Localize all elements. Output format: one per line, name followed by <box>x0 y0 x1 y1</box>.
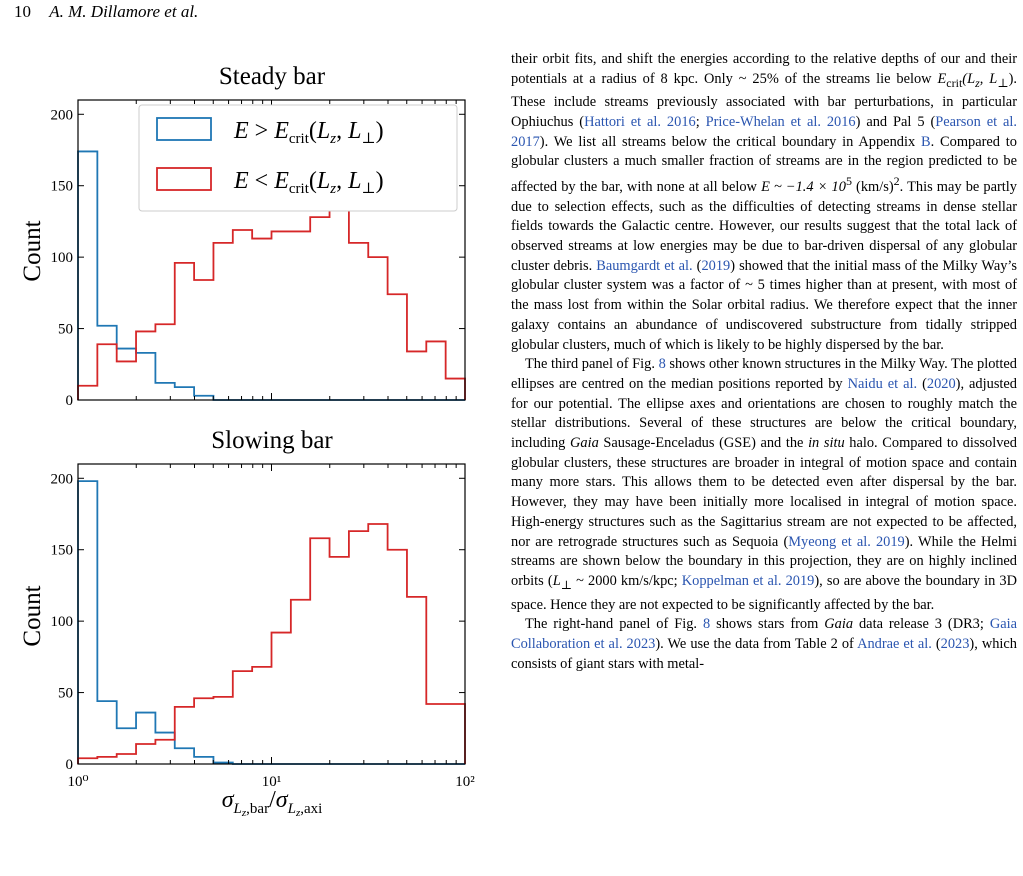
y-tick-label: 100 <box>50 614 73 631</box>
citation-link[interactable]: Baumgardt et al. <box>596 257 693 274</box>
histogram-bin <box>136 331 155 400</box>
text-run: shows other known structures in the Milky Way. The plotted ellipses are centred on the median positions reported by <box>511 356 1017 392</box>
histogram-bin <box>310 217 329 400</box>
histogram-bin <box>291 600 310 764</box>
citation-link[interactable]: 2019 <box>701 257 731 274</box>
italic-run: Gaia <box>824 616 854 633</box>
text-run: data release 3 (DR3; <box>853 616 990 633</box>
histogram-bin <box>407 597 426 764</box>
histogram-bin <box>310 538 329 764</box>
y-axis-label: Count <box>19 585 46 647</box>
math-run: E ~ −1.4 × 10 <box>761 178 846 195</box>
text-run: ). While the Helmi streams are shown below the boundary in this projection, they are on highly inclined orbits ( <box>511 533 1017 589</box>
series-below-boundary <box>78 203 465 400</box>
histogram-bin <box>117 361 136 400</box>
paragraph <box>511 615 1017 674</box>
body-text-column <box>511 50 1017 674</box>
text-run: (km/s) <box>851 178 894 195</box>
page-number: 10 <box>14 2 31 21</box>
panel-title: Slowing bar <box>211 427 333 454</box>
histogram-bin <box>446 379 465 400</box>
text-run: . Compared to globular clusters a much smaller fraction of streams are in the region predicted to be affected by the bar, with none at all below <box>511 133 1017 195</box>
histogram-bin <box>446 704 465 764</box>
citation-link[interactable]: Naidu et al. <box>847 375 918 392</box>
histogram-bin <box>330 557 349 764</box>
italic-run: Gaia <box>569 435 599 452</box>
text-run: ). We use the data from Table 2 of <box>655 635 858 652</box>
citation-link[interactable]: Koppelman et al. 2019 <box>681 572 815 589</box>
histogram-bin <box>426 704 445 764</box>
histogram-bin <box>78 151 97 400</box>
math-run: 5 <box>845 174 852 189</box>
legend <box>139 105 457 211</box>
citation-link[interactable]: Gaia Collaboration et al. 2023 <box>511 616 1017 652</box>
histogram-bin <box>194 280 213 400</box>
text-run: ). We list all streams below the critical boundary in Appendix <box>539 133 921 150</box>
histogram-bin <box>368 524 387 764</box>
y-tick-label: 50 <box>58 685 73 702</box>
math-run: 2 <box>893 174 900 189</box>
x-tick-label: 10² <box>455 774 475 790</box>
citation-link[interactable]: 2020 <box>926 375 956 392</box>
math-run: , L <box>979 70 998 87</box>
figure-link[interactable]: 8 <box>658 356 666 373</box>
math-run: (L <box>962 70 976 87</box>
histogram-bin <box>175 263 194 400</box>
text-run: ; <box>695 113 706 130</box>
text-run: The right-hand panel of Fig. <box>525 616 703 633</box>
citation-link[interactable]: Myeong et al. 2019 <box>788 533 905 550</box>
histogram-bin <box>272 231 291 400</box>
histogram-bin <box>233 671 252 764</box>
text-run: halo. Compared to dissolved globular clusters, these structures are broader in integral of motion space and contain many more stars. This allows them to be detected even after dispersal by the bar. However, they may have been initially more localised in integral of motion space. High-energy structures such as the Sagittarius stream are not expected to be affected, nor are retrograde structures such as Sequoia ( <box>511 435 1017 550</box>
x-axis-label: $\sigma_Lz,bar/\sigma_Lz,axi$ <box>221 787 323 819</box>
text-run: The third panel of Fig. <box>525 356 659 373</box>
histogram-bin <box>349 243 368 400</box>
text-run: ( <box>931 635 941 652</box>
citation-link[interactable]: Hattori et al. 2016 <box>584 113 696 130</box>
text-run: ~ 2000 km/s/kpc; <box>572 572 682 589</box>
legend-label-above: $E > E_{crit}(L_z$, $L_\perp$) <box>234 118 384 147</box>
text-run: ) showed that the initial mass of the Milky Way’s globular cluster system was a factor of ~ 5 times higher than at present, with most of the mass lost from within the Solar orbital radius. We therefore expect that the inner galaxy contains an abundance of undiscovered substructure from tidally stripped globular clusters, much of which is likely to be highly dispersed by the bar. <box>511 257 1017 353</box>
math-run: ⊥ <box>560 577 572 592</box>
citation-link[interactable]: Price-Whelan et al. 2016 <box>705 113 856 130</box>
histogram-bin <box>213 697 232 764</box>
y-tick-label: 200 <box>50 107 73 124</box>
histogram-bin <box>368 257 387 400</box>
histogram-bin <box>388 550 407 764</box>
math-run: crit <box>946 75 963 90</box>
legend-label-below: $E < E_{crit}(L_z$, $L_\perp$) <box>234 168 384 197</box>
text-run: shows stars from <box>710 616 825 633</box>
histogram-bin <box>213 243 232 400</box>
y-tick-label: 200 <box>50 471 73 488</box>
histogram-bin <box>194 698 213 764</box>
y-tick-label: 0 <box>65 393 73 409</box>
x-tick-label: 10¹ <box>261 774 282 790</box>
histogram-steps <box>78 481 465 764</box>
figure-link[interactable]: 8 <box>702 616 711 633</box>
running-authors: A. M. Dillamore et al. <box>49 2 199 21</box>
paragraph <box>511 355 1017 615</box>
y-tick-label: 50 <box>58 321 73 338</box>
math-run: z <box>975 75 980 90</box>
citation-link[interactable]: 2023 <box>940 635 970 652</box>
histogram-bin <box>388 294 407 400</box>
paragraph <box>511 50 1017 355</box>
histogram-bin <box>155 324 174 400</box>
math-run: ⊥ <box>997 75 1009 90</box>
italic-run: in situ <box>808 435 845 452</box>
histogram-bin <box>97 701 116 764</box>
histogram-bin <box>78 758 97 764</box>
histogram-bin <box>426 341 445 400</box>
text-run: ), so are above the boundary in 3D space. Hence they are not expected to be significantly affected by the bar. <box>511 572 1017 613</box>
y-tick-label: 150 <box>50 542 73 559</box>
text-run: ( <box>917 375 927 392</box>
appendix-link[interactable]: B <box>920 133 931 150</box>
histogram-bin <box>233 230 252 400</box>
panel-title: Steady bar <box>218 63 326 90</box>
histogram-bin <box>155 740 174 764</box>
histogram-bin <box>252 667 271 764</box>
histogram-bin <box>136 744 155 764</box>
math-run: E <box>937 70 947 87</box>
citation-link[interactable]: Andrae et al. <box>857 635 932 652</box>
histogram-figure <box>0 50 500 826</box>
histogram-bin <box>407 351 426 400</box>
steady-bar-panel <box>19 63 465 409</box>
math-run: L <box>552 572 561 589</box>
histogram-bin <box>272 633 291 764</box>
histogram-bin <box>175 707 194 764</box>
histogram-bin <box>97 344 116 400</box>
histogram-bin <box>78 481 97 764</box>
histogram-bin <box>291 231 310 400</box>
text-run: ), which consists of giant stars with metal- <box>511 635 1017 672</box>
histogram-bin <box>117 754 136 764</box>
histogram-bin <box>97 757 116 764</box>
histogram-bin <box>252 239 271 400</box>
y-tick-label: 150 <box>50 178 73 195</box>
text-run: ), adjusted for our potential. The ellipse axes and orientations are chosen to roughly match the stellar distributions. Several of these structures are below the critical boundary, including <box>511 375 1018 452</box>
text-run: their orbit fits, and shift the energies according to the relative depths of our and their potentials at a radius of 8 kpc. Only ~ 25% of the streams lie below <box>511 51 1017 87</box>
text-run: ( <box>692 257 702 274</box>
histogram-bin <box>330 203 349 400</box>
histogram-bin <box>78 386 97 400</box>
citation-link[interactable]: Pearson et al. 2017 <box>511 113 1017 150</box>
text-run: Sausage-Enceladus (GSE) and the <box>598 435 809 452</box>
text-run: ). These include streams previously associated with bar perturbations, in particular Ophiuchus ( <box>511 70 1017 130</box>
slowing-bar-panel <box>19 427 475 819</box>
histogram-bin <box>349 531 368 764</box>
y-tick-label: 0 <box>65 757 73 773</box>
y-tick-label: 100 <box>50 250 73 267</box>
page-cutoff <box>0 826 1023 876</box>
text-run: ) and Pal 5 ( <box>855 113 936 130</box>
text-run: . This may be partly due to selection effects, such as the difficulties of detecting streams in dense stellar fields towards the Galactic centre. However, our results suggest that the total lack of observed streams at low energies may be due to bar-driven dispersal of any globular cluster debris. <box>511 178 1017 274</box>
y-axis-label: Count <box>19 220 46 282</box>
x-tick-label: 10⁰ <box>67 774 89 790</box>
running-header <box>14 2 198 22</box>
